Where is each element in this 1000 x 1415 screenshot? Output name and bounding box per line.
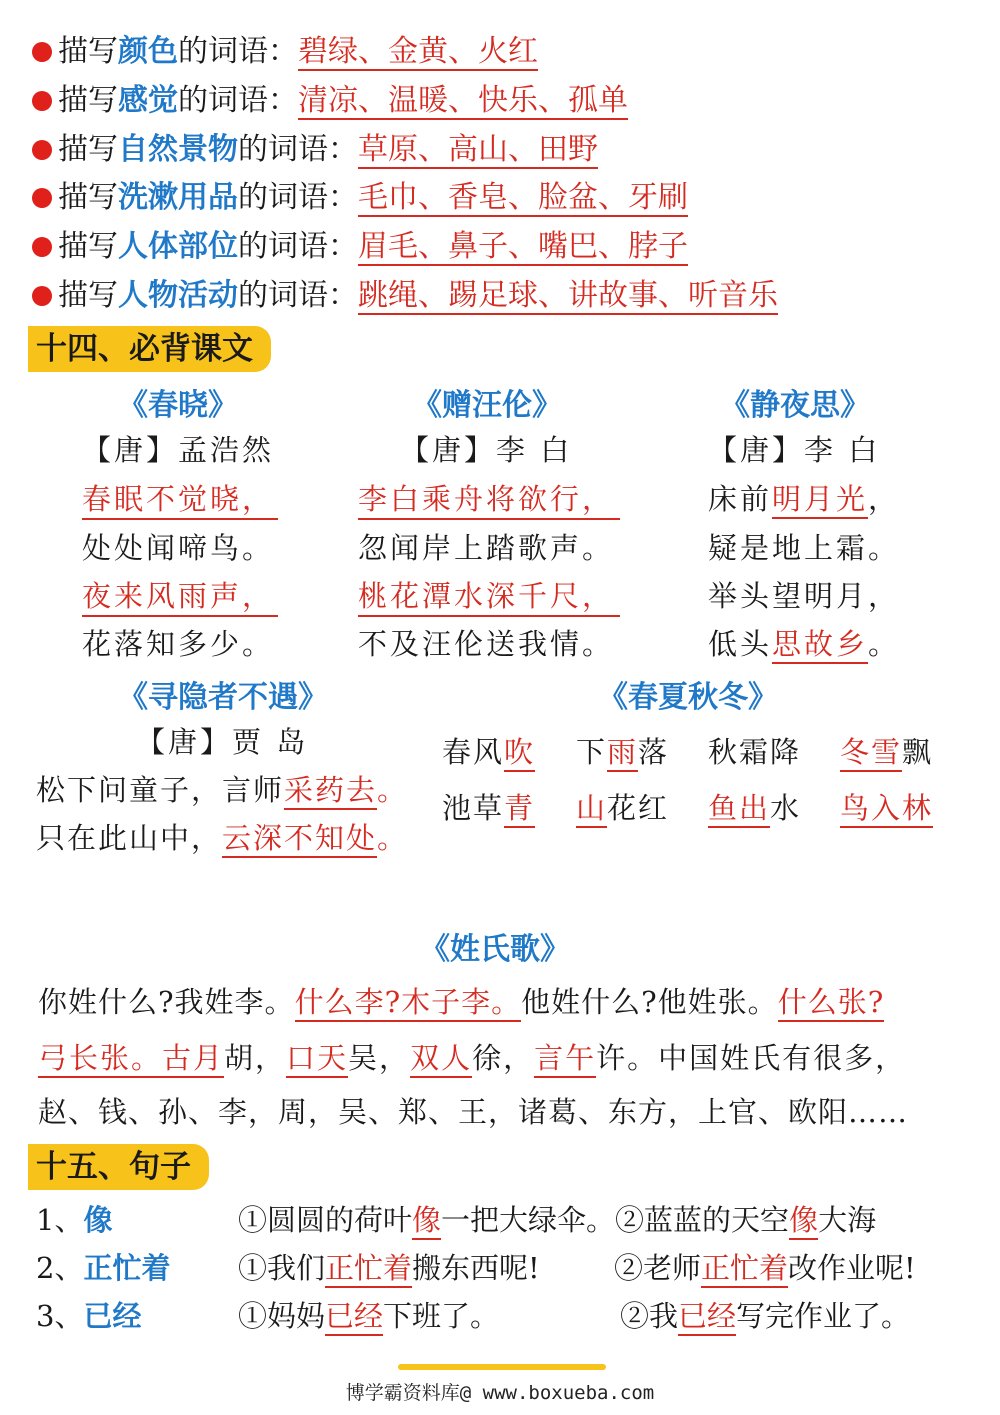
sentence-row-1-examples: ①圆圆的荷叶像一把大绿伞。②蓝蓝的天空像大海 — [238, 1198, 876, 1239]
poem-row-chunxiaqiudong-2-2: 山花红 — [576, 786, 669, 827]
poem-line-xingshige-1: 你姓什么?我姓李。什么李?木子李。他姓什么?他姓张。什么张? — [38, 980, 884, 1021]
poem-row-chunxiaqiudong-1-1: 春风吹 — [442, 730, 535, 771]
red-bullet-icon — [32, 188, 52, 208]
footer-watermark: 博学霸资料库@ www.boxueba.com — [345, 1382, 655, 1404]
poem-row-chunxiaqiudong-2-4: 鸟入林 — [840, 786, 933, 827]
poem-line-jingyesi-4: 低头思故乡。 — [708, 622, 900, 663]
poem-line-xingshige-2: 弓长张。古月胡，口天吴，双人徐，言午许。中国姓氏有很多， — [38, 1036, 906, 1077]
poem-line-chunxiao-2: 处处闻啼鸟。 — [82, 531, 275, 565]
poem-line-zengwanglun-4: 不及汪伦送我情。 — [358, 627, 615, 661]
poem-author-jingyesi: 【唐】李 白 — [708, 433, 881, 467]
poem-line-jingyesi-2: 疑是地上霜。 — [708, 531, 901, 565]
red-bullet-icon — [32, 140, 52, 160]
poem-title-zengwanglun: 《赠汪伦》 — [412, 388, 562, 423]
red-bullet-icon — [32, 42, 52, 62]
poem-row-chunxiaqiudong-1-4: 冬雪飘 — [840, 730, 933, 771]
vocab-line-4: 描写洗漱用品的词语：毛巾、香皂、脸盆、牙刷 — [32, 178, 688, 218]
sentence-row-3-example-2: ②我已经写完作业了。 — [620, 1294, 910, 1335]
poem-title-xunyin: 《寻隐者不遇》 — [118, 680, 328, 715]
sentence-row-2-example-2: ②老师正忙着改作业呢! — [614, 1246, 916, 1287]
sentence-row-3-example-1: ①妈妈已经下班了。 — [238, 1294, 499, 1335]
poem-title-xingshige: 《姓氏歌》 — [420, 932, 570, 967]
poem-title-chunxiaqiudong: 《春夏秋冬》 — [598, 680, 778, 715]
red-bullet-icon — [32, 286, 52, 306]
poem-line-chunxiao-3: 夜来风雨声， — [82, 574, 278, 617]
poem-row-chunxiaqiudong-2-1: 池草青 — [442, 786, 535, 827]
poem-row-chunxiaqiudong-1-3: 秋霜降 — [708, 735, 802, 769]
vocab-line-5: 描写人体部位的词语：眉毛、鼻子、嘴巴、脖子 — [32, 227, 688, 267]
poem-title-jingyesi: 《静夜思》 — [720, 388, 870, 423]
red-bullet-icon — [32, 91, 52, 111]
section-header-15: 十五、句子 — [28, 1144, 209, 1190]
poem-line-xingshige-3: 赵、钱、孙、李，周，吴、郑、王，诸葛、东方，上官、欧阳…… — [38, 1095, 909, 1129]
vocab-line-3: 描写自然景物的词语：草原、高山、田野 — [32, 130, 598, 170]
poem-line-xunyin-2: 只在此山中，云深不知处。 — [36, 816, 408, 857]
poem-line-zengwanglun-1: 李白乘舟将欲行， — [358, 477, 620, 520]
footer-divider — [398, 1364, 606, 1370]
poem-author-zengwanglun: 【唐】李 白 — [400, 433, 573, 467]
sentence-row-3: 3、已经 — [36, 1299, 142, 1333]
red-bullet-icon — [32, 237, 52, 257]
poem-row-chunxiaqiudong-1-2: 下雨落 — [576, 730, 669, 771]
vocab-line-2: 描写感觉的词语：清凉、温暖、快乐、孤单 — [32, 81, 628, 121]
vocab-line-1: 描写颜色的词语：碧绿、金黄、火红 — [32, 32, 538, 72]
poem-title-chunxiao: 《春晓》 — [118, 388, 238, 423]
sentence-row-1: 1、像 — [36, 1203, 113, 1237]
poem-line-chunxiao-4: 花落知多少。 — [82, 627, 275, 661]
poem-author-xunyin: 【唐】贾 岛 — [136, 725, 309, 759]
poem-line-zengwanglun-2: 忽闻岸上踏歌声。 — [358, 531, 615, 565]
poem-line-zengwanglun-3: 桃花潭水深千尺， — [358, 574, 620, 617]
section-header-14: 十四、必背课文 — [28, 326, 271, 372]
poem-row-chunxiaqiudong-2-3: 鱼出水 — [708, 786, 801, 827]
vocab-line-6: 描写人物活动的词语：跳绳、踢足球、讲故事、听音乐 — [32, 276, 778, 316]
poem-line-jingyesi-3: 举头望明月， — [708, 579, 901, 613]
poem-line-xunyin-1: 松下问童子，言师采药去。 — [36, 768, 408, 809]
sentence-row-2-example-1: ①我们正忙着搬东西呢! — [238, 1246, 540, 1287]
poem-line-jingyesi-1: 床前明月光， — [708, 477, 900, 518]
poem-author-chunxiao: 【唐】孟浩然 — [82, 433, 275, 467]
sentence-row-2: 2、正忙着 — [36, 1251, 171, 1285]
poem-line-chunxiao-1: 春眠不觉晓， — [82, 477, 278, 520]
